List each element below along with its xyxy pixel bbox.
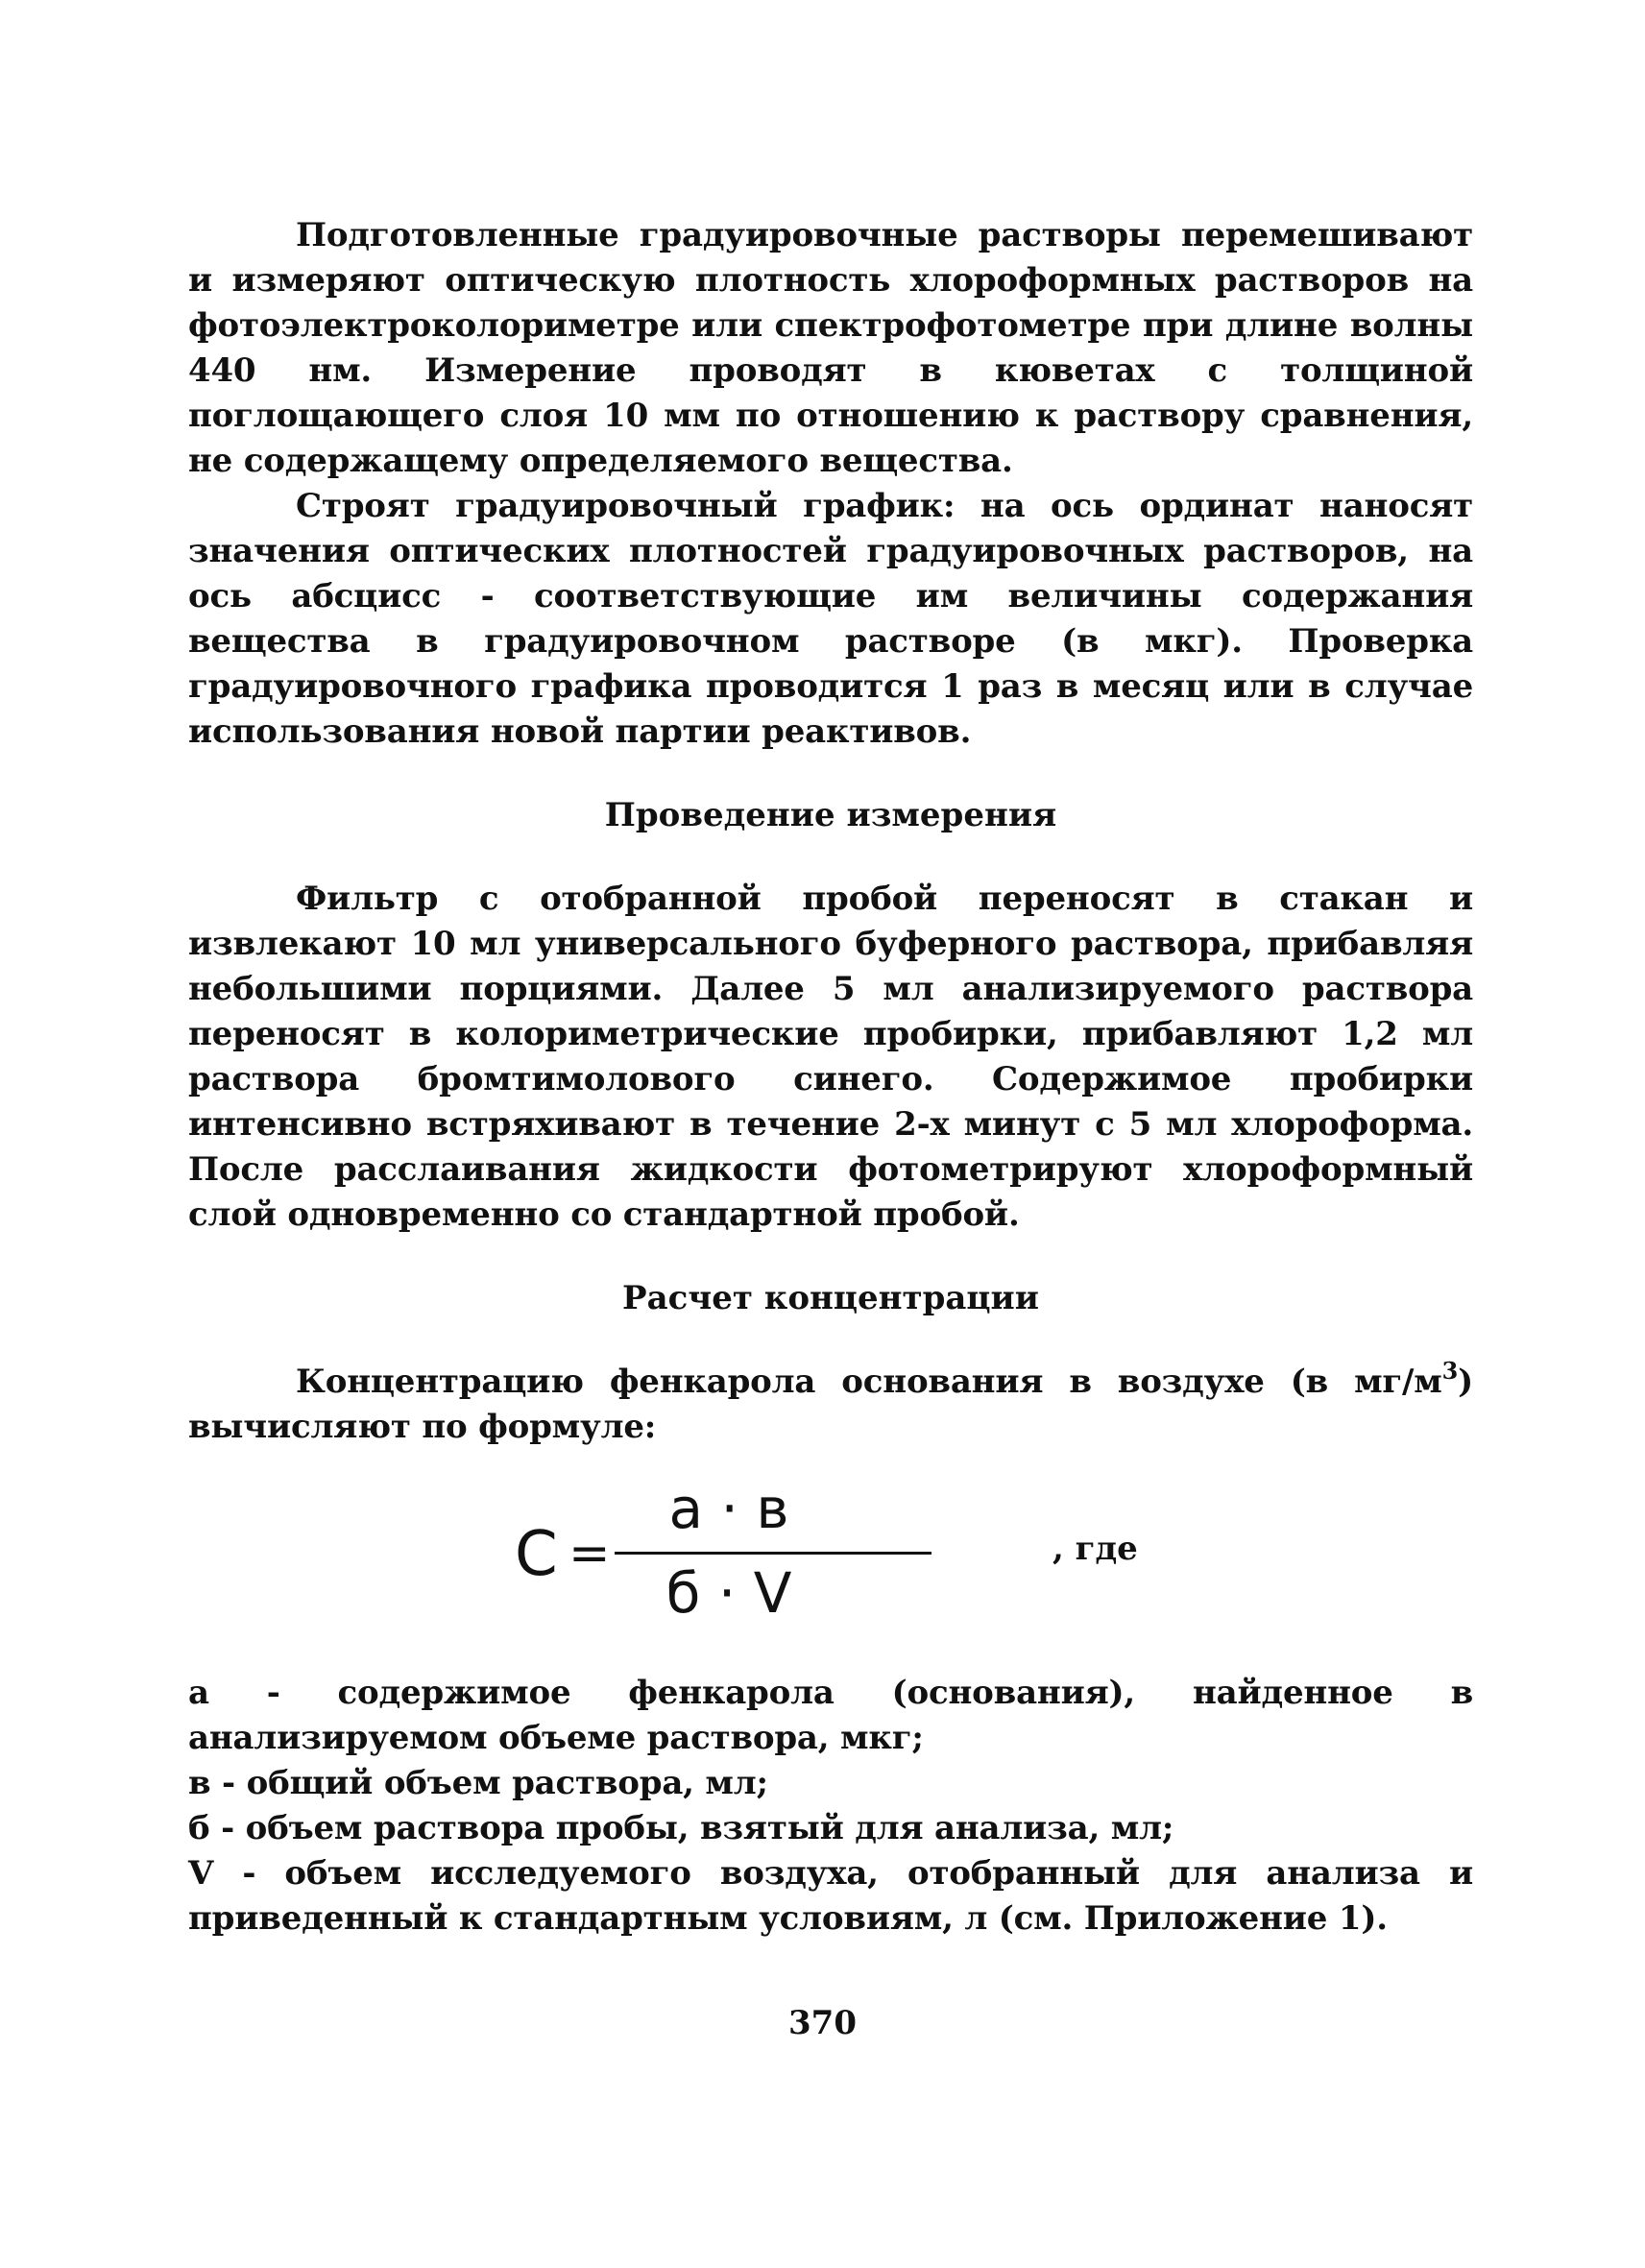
definition-b: б - объем раствора пробы, взятый для анализа, мл; bbox=[188, 1809, 1174, 1847]
formula-numerator: а · в bbox=[668, 1476, 789, 1541]
variable-definitions bbox=[188, 1671, 1473, 1942]
paragraph-calibration-graph: Строят градуировочный график: на ось ординат наносят значения оптических плотностей градуировочных растворов, на ось абсцисс - соответствующие им величины содержания вещества в градуировочном растворе (в мкг). Проверка градуировочного графика проводится 1 раз в месяц или в случае использования новой партии реактивов. bbox=[188, 487, 1473, 751]
formula-equals: = bbox=[568, 1525, 611, 1582]
formula-intro-text: Концентрацию фенкарола основания в воздухе (в мг/м bbox=[296, 1363, 1442, 1401]
formula-intro-text-end: ) вычисляют по формуле: bbox=[188, 1363, 1473, 1446]
heading-calculation: Расчет концентрации bbox=[622, 1279, 1039, 1317]
formula-lhs: С bbox=[515, 1519, 558, 1590]
definition-a: а - содержимое фенкарола (основания), найденное в анализируемом объеме раствора, мкг; bbox=[188, 1674, 1473, 1757]
definition-v-total: в - общий объем раствора, мл; bbox=[188, 1764, 768, 1802]
formula-block bbox=[188, 1477, 1473, 1650]
formula-where-label: , где bbox=[1052, 1530, 1138, 1568]
heading-measurement: Проведение измерения bbox=[604, 796, 1057, 834]
paragraph-formula-intro bbox=[188, 1357, 1473, 1450]
paragraph-measurement-procedure: Фильтр с отобранной пробой переносят в стакан и извлекают 10 мл универсального буферного раствора, прибавляя небольшими порциями. Далее 5 мл анализируемого раствора переносят в колориметрические пробирки, прибавляют 1,2 мл раствора бромтимолового синего. Содержимое пробирки интенсивно встряхивают в течение 2-х минут с 5 мл хлороформа. После расслаивания жидкости фотометрируют хлороформный слой одновременно со стандартной пробой. bbox=[188, 880, 1473, 1234]
cubic-superscript: 3 bbox=[1441, 1357, 1459, 1385]
page-number: 370 bbox=[788, 2004, 857, 2042]
definition-V-air: V - объем исследуемого воздуха, отобранный для анализа и приведенный к стандартным условиям, л (см. Приложение 1). bbox=[188, 1854, 1473, 1938]
formula-denominator: б · V bbox=[665, 1560, 792, 1626]
concentration-formula bbox=[515, 1477, 966, 1650]
formula-fraction-bar bbox=[615, 1552, 931, 1555]
document-page bbox=[188, 213, 1473, 1942]
paragraph-calibration-measurement: Подготовленные градуировочные растворы перемешивают и измеряют оптическую плотность хлороформных растворов на фотоэлектроколориметре или спектрофотометре при длине волны 440 нм. Измерение проводят в кюветах с толщиной поглощающего слоя 10 мм по отношению к раствору сравнения, не содержащему определяемого вещества. bbox=[188, 216, 1473, 480]
